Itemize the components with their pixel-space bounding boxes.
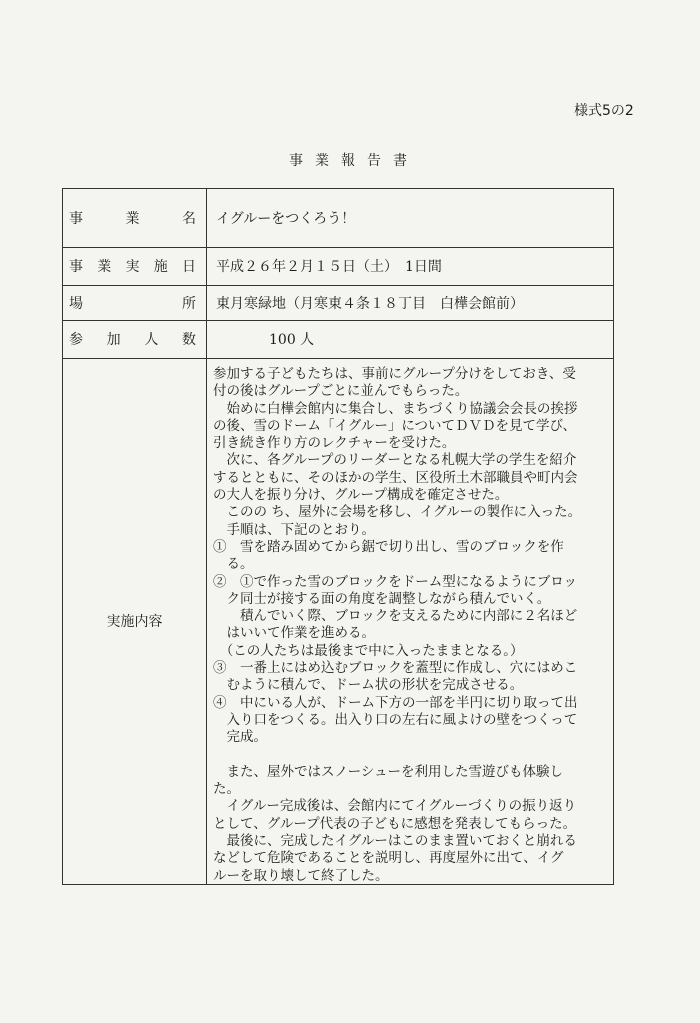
content-line: 入り口をつくる。出入り口の左右に風よけの壁をつくって — [213, 711, 578, 728]
content-line: の後、雪のドーム「イグルー」についてＤＶＤを見て学び、 — [213, 417, 577, 434]
label-char: 名 — [182, 211, 196, 227]
label-char: 所 — [182, 295, 196, 312]
content-line: ③ 一番上にはめ込むブロックを蓋型に作成し、穴にはめこ — [213, 660, 578, 677]
content-line: 付の後はグループごとに並んでもらった。 — [213, 383, 469, 400]
content-line: 次に、各グループのリーダーとなる札幌大学の学生を紹介 — [213, 452, 577, 469]
label-char: 事 — [69, 259, 83, 275]
row-event-name — [63, 189, 613, 248]
content-line: ④ 中にいる人が、ドーム下方の一部を半円に切り取って出 — [213, 694, 578, 711]
content-line: ① 雪を踏み固めてから鋸で切り出し、雪のブロックを作 — [213, 538, 564, 555]
label-char: 日 — [182, 259, 196, 275]
content-line: ク同士が接する面の角度を調整しながら積んでいく。 — [213, 590, 551, 607]
content-line: 参加する子どもたちは、事前にグループ分けをしておき、受 — [213, 366, 576, 382]
label-cell — [63, 247, 207, 285]
label-char: 事 — [69, 211, 83, 227]
content-line: 最後に、完成したイグルーはこのまま置いておくと崩れる — [213, 833, 577, 850]
content-line: するとともに、そのほかの学生、区役所土木部職員や町内会 — [213, 469, 578, 486]
value-event-name: イグルーをつくろう！ — [216, 211, 356, 227]
label-char: 業 — [125, 211, 140, 227]
document-title: 事業報告書 — [289, 153, 419, 169]
content-line: た。 — [213, 781, 240, 798]
row-event-date — [63, 247, 613, 286]
label-char: 実 — [125, 259, 140, 275]
content-line: ② ①で作った雪のブロックをドーム型になるようにブロッ — [213, 573, 577, 590]
label-cell — [63, 320, 207, 358]
label-event-date — [69, 256, 196, 276]
content-line: イグルー完成後は、会館内にてイグルーづくりの振り返り — [213, 798, 577, 815]
content-line: ルーを取り壊して終了した。 — [213, 867, 389, 884]
label-char: 加 — [106, 332, 121, 348]
content-line: また、屋外ではスノーシューを利用した雪遊びも体験し — [213, 763, 564, 780]
label-char: 人 — [144, 332, 159, 348]
content-line: このの ち、屋外に会場を移し、イグルーの製作に入った。 — [213, 504, 582, 521]
content-line: むように積んで、ドーム状の形状を完成させる。 — [213, 677, 524, 694]
content-line: 始めに白樺会館内に集合し、まちづくり協議会会長の挨拶 — [213, 400, 578, 417]
label-cell — [63, 358, 207, 884]
row-content — [63, 358, 613, 884]
label-location — [69, 293, 196, 313]
content-line: 積んでいく際、ブロックを支えるために内部に２名ほど — [213, 608, 578, 625]
content-line: 引き続き作り方のレクチャーを受けた。 — [213, 435, 456, 452]
label-char: 数 — [181, 332, 196, 348]
form-number: 様式5の2 — [574, 103, 634, 119]
label-char: 業 — [97, 259, 112, 275]
value-participants: 100 人 — [269, 332, 315, 348]
label-cell — [63, 189, 207, 247]
content-body — [213, 366, 609, 885]
content-line: の大人を振り分け、グループ構成を確定させた。 — [213, 487, 509, 504]
value-event-date: 平成２６年２月１５日（土） 1日間 — [216, 259, 442, 275]
content-line — [213, 747, 609, 764]
label-char: 場 — [69, 295, 83, 312]
content-line: 手順は、下記のとおり。 — [213, 521, 375, 538]
label-char: 参 — [69, 332, 83, 348]
content-line: （この人たちは最後まで中に入ったままとなる。） — [213, 642, 524, 659]
content-line: などして危険であることを説明し、再度屋外に出て、イグ — [213, 850, 564, 867]
label-event-name — [69, 208, 196, 228]
label-char: 施 — [153, 259, 168, 275]
label-cell — [63, 285, 207, 320]
label-content: 実施内容 — [106, 614, 163, 630]
report-table — [62, 188, 614, 885]
content-line: として、グループ代表の子どもに感想を発表してもらった。 — [213, 815, 577, 832]
value-location: 東月寒緑地（月寒東４条１８丁目 白樺会館前） — [216, 295, 524, 312]
content-line: はいいて作業を進める。 — [213, 625, 375, 642]
row-location — [63, 285, 613, 321]
content-line: る。 — [213, 556, 254, 573]
content-line: 完成。 — [213, 729, 267, 746]
label-participants — [69, 329, 196, 349]
row-participants — [63, 320, 613, 359]
